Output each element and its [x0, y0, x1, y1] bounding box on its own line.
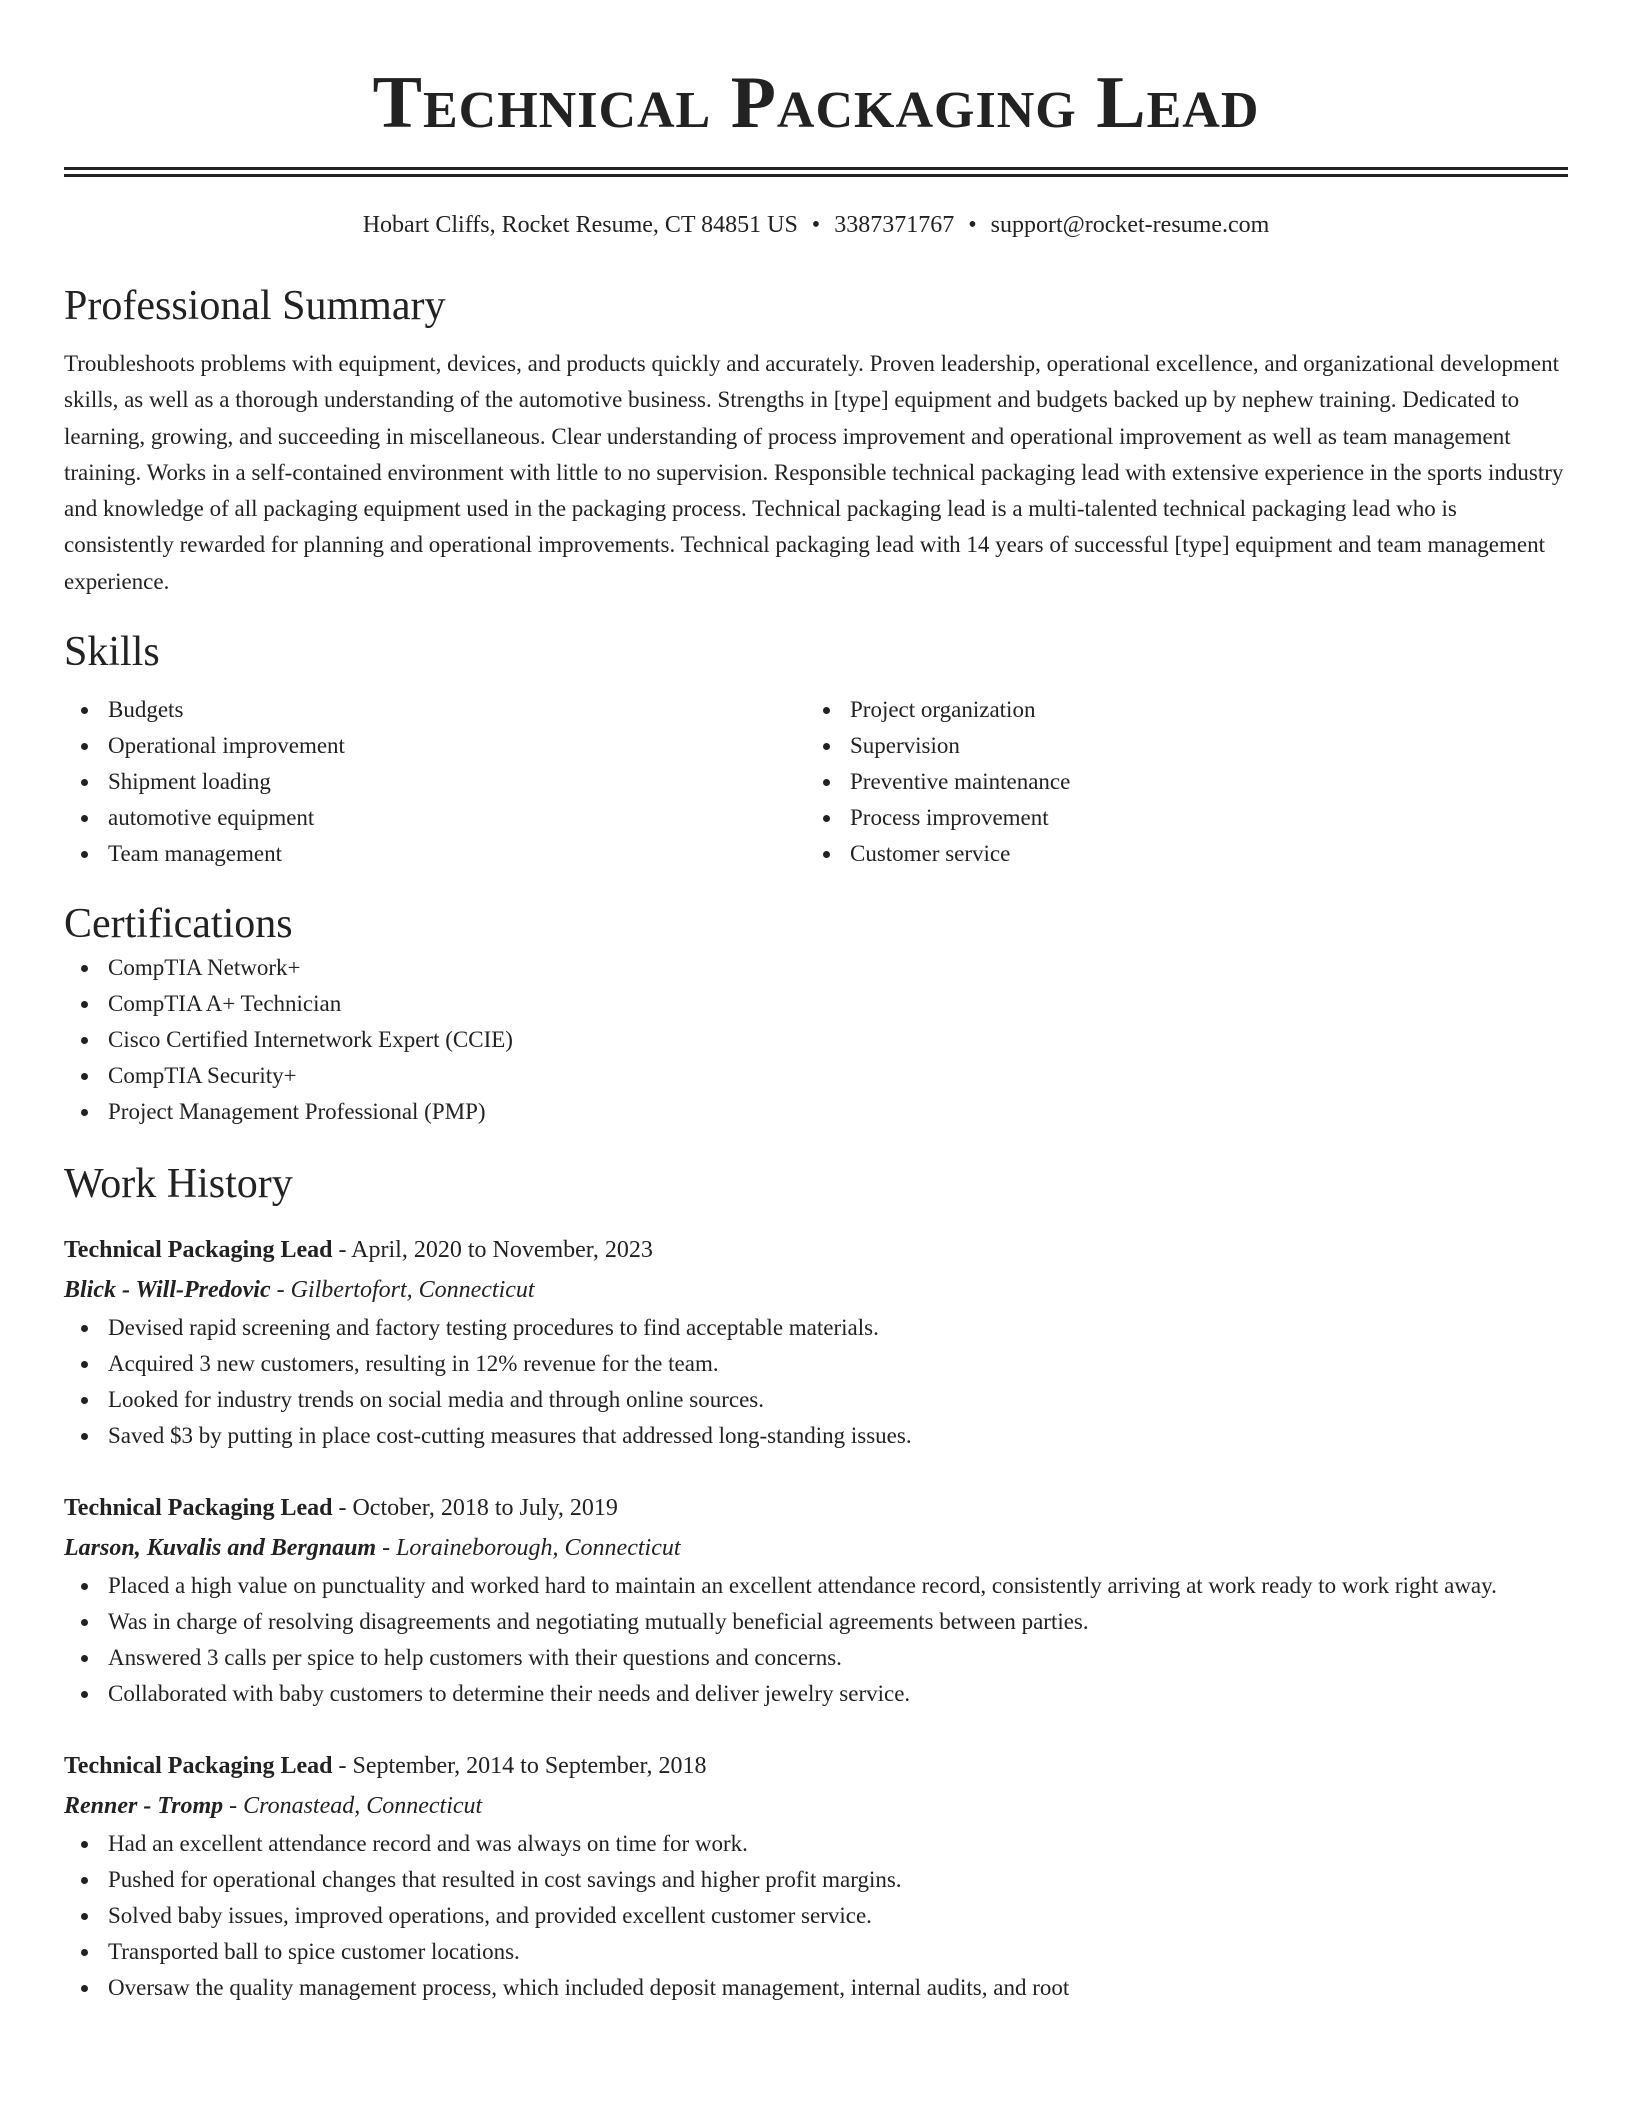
skill-item: Operational improvement	[64, 728, 806, 764]
job-entry	[64, 1230, 1568, 1454]
job-entry	[64, 1488, 1568, 1712]
skills-list-left	[64, 692, 806, 872]
skill-item: Customer service	[806, 836, 1548, 872]
job-title: Technical Packaging Lead	[64, 1237, 333, 1264]
contact-email: support@rocket-resume.com	[990, 212, 1270, 238]
job-bullet: Acquired 3 new customers, resulting in 12% revenue for the team.	[64, 1346, 1568, 1382]
job-title: Technical Packaging Lead	[64, 1495, 333, 1522]
contact-address: Hobart Cliffs, Rocket Resume, CT 84851 US	[362, 212, 798, 238]
skill-item: Shipment loading	[64, 764, 806, 800]
job-company: Blick - Will-Predovic	[64, 1277, 271, 1304]
job-bullet: Devised rapid screening and factory testing procedures to find acceptable materials.	[64, 1310, 1568, 1346]
job-location: - Gilbertofort, Connecticut	[270, 1277, 535, 1304]
skill-item: Team management	[64, 836, 806, 872]
section-title-skills: Skills	[64, 629, 160, 676]
job-company-line	[64, 1528, 1568, 1568]
job-company: Renner - Tromp	[64, 1793, 224, 1820]
job-location: - Cronastead, Connecticut	[223, 1793, 483, 1820]
section-title-certifications: Certifications	[64, 901, 293, 948]
skill-item: Budgets	[64, 692, 806, 728]
job-bullet: Placed a high value on punctuality and worked hard to maintain an excellent attendance record, consistently arriving at work ready to work right away.	[64, 1568, 1568, 1604]
skill-item: Project organization	[806, 692, 1548, 728]
job-bullet: Answered 3 calls per spice to help customers with their questions and concerns.	[64, 1640, 1568, 1676]
job-dates: - September, 2014 to September, 2018	[332, 1753, 707, 1780]
certification-item: Project Management Professional (PMP)	[64, 1094, 1568, 1130]
contact-separator: •	[811, 212, 821, 238]
title-divider-thin	[64, 174, 1568, 177]
job-bullet: Transported ball to spice customer locations.	[64, 1934, 1568, 1970]
skill-item: Process improvement	[806, 800, 1548, 836]
job-bullet: Had an excellent attendance record and was always on time for work.	[64, 1826, 1568, 1862]
job-bullet: Pushed for operational changes that resulted in cost savings and higher profit margins.	[64, 1862, 1568, 1898]
section-title-summary: Professional Summary	[64, 283, 446, 329]
job-company-line	[64, 1270, 1568, 1310]
skill-item: Preventive maintenance	[806, 764, 1548, 800]
job-entry	[64, 1746, 1568, 2006]
job-header	[64, 1746, 1568, 1786]
job-bullet: Solved baby issues, improved operations, and provided excellent customer service.	[64, 1898, 1568, 1934]
job-bullet: Collaborated with baby customers to determine their needs and deliver jewelry service.	[64, 1676, 1568, 1712]
certifications-list	[64, 950, 1568, 1130]
skill-item: Supervision	[806, 728, 1548, 764]
job-bullets	[64, 1310, 1568, 1454]
job-bullets	[64, 1826, 1568, 2006]
certification-item: CompTIA Security+	[64, 1058, 1568, 1094]
job-bullet: Oversaw the quality management process, which included deposit management, internal audits, and root	[64, 1970, 1568, 2006]
resume-title: Technical Packaging Lead	[372, 62, 1260, 144]
skills-columns	[64, 692, 1568, 872]
job-bullets	[64, 1568, 1568, 1712]
certification-item: CompTIA Network+	[64, 950, 1568, 986]
certification-item: Cisco Certified Internetwork Expert (CCIE)	[64, 1022, 1568, 1058]
job-bullet: Saved $3 by putting in place cost-cutting measures that addressed long-standing issues.	[64, 1418, 1568, 1454]
resume-page	[64, 0, 1568, 2006]
contact-phone: 3387371767	[834, 212, 955, 238]
skill-item: automotive equipment	[64, 800, 806, 836]
contact-line	[64, 210, 1568, 240]
job-dates: - April, 2020 to November, 2023	[332, 1237, 653, 1264]
job-location: - Loraineborough, Connecticut	[376, 1535, 681, 1562]
skills-list-right	[806, 692, 1548, 872]
section-title-work-history: Work History	[64, 1161, 293, 1208]
job-header	[64, 1488, 1568, 1528]
job-bullet: Was in charge of resolving disagreements and negotiating mutually beneficial agreements between parties.	[64, 1604, 1568, 1640]
certification-item: CompTIA A+ Technician	[64, 986, 1568, 1022]
job-title: Technical Packaging Lead	[64, 1753, 333, 1780]
summary-text: Troubleshoots problems with equipment, devices, and products quickly and accurately. Proven leadership, operational excellence, and organizational development skills, as well as a thorough understanding of the automotive business. Strengths in [type] equipment and budgets backed up by nephew training. Dedicated to learning, growing, and succeeding in miscellaneous. Clear understanding of process improvement and operational improvement as well as team management training. Works in a self-contained environment with little to no supervision. Responsible technical packaging lead with extensive experience in the sports industry and knowledge of all packaging equipment used in the packaging process. Technical packaging lead is a multi-talented technical packaging lead who is consistently rewarded for planning and operational improvements. Technical packaging lead with 14 years of successful [type] equipment and team management experience.	[64, 351, 1564, 594]
job-company-line	[64, 1786, 1568, 1826]
job-bullet: Looked for industry trends on social media and through online sources.	[64, 1382, 1568, 1418]
job-header	[64, 1230, 1568, 1270]
job-dates: - October, 2018 to July, 2019	[332, 1495, 618, 1522]
job-company: Larson, Kuvalis and Bergnaum	[64, 1535, 377, 1562]
contact-separator: •	[968, 212, 977, 238]
